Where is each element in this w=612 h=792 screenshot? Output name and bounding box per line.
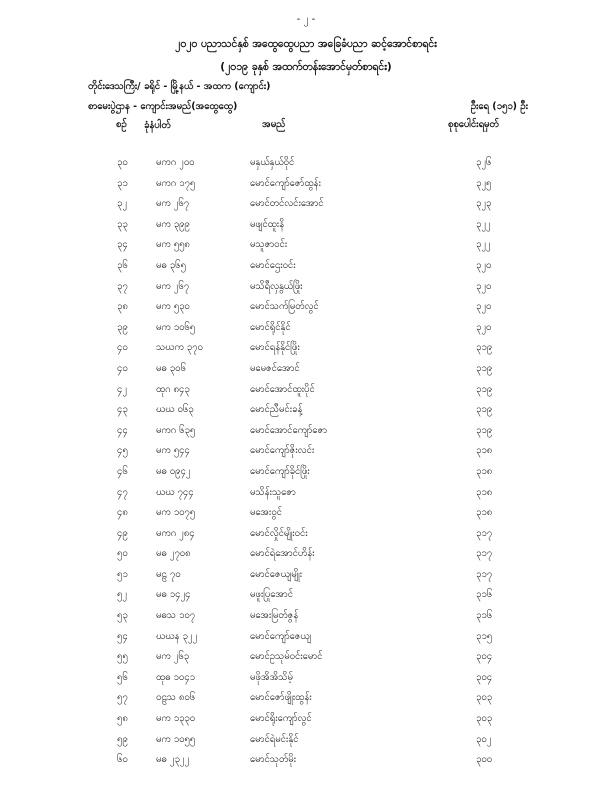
cell-name: မဖိုအိအိသိမ့် <box>250 671 293 683</box>
cell-total: ၃၁၉ <box>476 424 493 436</box>
cell-total: ၃၂၆ <box>476 157 492 168</box>
cell-total: ၃၁၉ <box>476 383 493 395</box>
cell-name: မောင်တင်လင်းအောင် <box>250 198 324 210</box>
cell-name: မောင်ရန်နိုင်ဖြိုး <box>250 342 300 354</box>
cell-no: ၅၈ <box>117 713 128 725</box>
cell-no: ၃၆ <box>117 259 128 271</box>
cell-roll-number: မကဂ ၂၈၄ <box>156 527 195 539</box>
cell-total: ၃၁၇ <box>476 548 493 560</box>
table-row <box>0 362 612 383</box>
cell-no: ၅၀ <box>117 548 128 560</box>
cell-no: ၃၀ <box>117 157 128 168</box>
cell-no: ၄၄ <box>117 424 128 436</box>
column-header-name: အမည် <box>262 119 286 130</box>
table-row <box>0 486 612 507</box>
cell-roll-number: မက ၂၆၃ <box>156 651 190 663</box>
cell-roll-number: ဃဃန ၃၂၂ <box>156 630 198 642</box>
cell-name: မမေဇင်အောင် <box>250 362 300 374</box>
table-row <box>0 218 612 239</box>
cell-total: ၃၁၆ <box>476 589 493 601</box>
cell-name: မသိရီလှနွယ်ဖြိုး <box>250 280 303 292</box>
document-title: ၂၀၂၀ ပညာသင်နှစ် အထွေထွေပညာ အခြေခံပညာ ဆင့်အောင်စာရင်း <box>175 38 437 50</box>
table-row <box>0 630 612 651</box>
cell-name: မောင်အောင်ကျော်ဇော <box>250 424 328 436</box>
cell-roll-number: သဃက ၃၇၀ <box>156 342 203 354</box>
cell-total: ၃၁၈ <box>476 486 493 498</box>
cell-roll-number: မက ၅၄၄ <box>156 445 190 457</box>
cell-no: ၃၃ <box>117 218 128 230</box>
cell-name: မောင်ကျော်ဇော်ထွန်း <box>250 177 321 189</box>
cell-no: ၅၉ <box>117 733 128 745</box>
table-row <box>0 280 612 301</box>
cell-total: ၃၀၂ <box>476 733 492 745</box>
column-header-total: စုစုပေါင်းရမှတ် <box>448 119 499 130</box>
cell-roll-number: မဓ ၀၉၄၂ <box>156 465 191 477</box>
table-row <box>0 424 612 445</box>
cell-total: ၃၀၄ <box>476 651 493 663</box>
cell-name: မောင်လှိုင်မျိုးဝင်း <box>250 527 308 539</box>
cell-no: ၃၁ <box>117 177 128 189</box>
cell-no: ၄၀ <box>117 362 128 374</box>
cell-total: ၃၂၀ <box>476 259 492 271</box>
table-row <box>0 547 612 568</box>
cell-name: မောင်သက်မြတ်လွင် <box>250 301 319 313</box>
cell-total: ၃၂၂ <box>476 239 491 251</box>
cell-no: ၄၈ <box>117 507 128 519</box>
cell-total: ၃၁၈ <box>476 507 493 519</box>
table-row <box>0 177 612 198</box>
table-row <box>0 403 612 424</box>
cell-total: ၃၁၅ <box>476 630 493 642</box>
cell-no: ၄၉ <box>117 527 128 539</box>
cell-name: မောင်ဌေးဝင်း <box>250 259 296 271</box>
cell-total: ၃၂၅ <box>476 177 492 189</box>
cell-no: ၄၂ <box>117 383 128 395</box>
cell-total: ၃၁၇ <box>476 568 493 580</box>
cell-name: မောင်ရဲအောင်ဟိန်း <box>250 548 315 560</box>
table-row <box>0 383 612 404</box>
cell-total: ၃၁၈ <box>476 465 493 477</box>
table-row <box>0 568 612 589</box>
table-row <box>0 300 612 321</box>
cell-no: ၅၂ <box>117 589 128 601</box>
cell-name: မသိန်းသူဇော <box>250 486 296 498</box>
table-row <box>0 712 612 733</box>
results-table-body <box>0 156 612 774</box>
school-line <box>88 100 528 114</box>
cell-roll-number: မက ၁၃၃၀ <box>156 713 196 725</box>
table-row <box>0 588 612 609</box>
table-row <box>0 259 612 280</box>
cell-roll-number: မဓ ၃၆၅ <box>156 259 186 271</box>
cell-no: ၅၆ <box>117 671 128 683</box>
table-row <box>0 321 612 342</box>
cell-roll-number: မဓ ၂၇၀၈ <box>156 548 191 560</box>
cell-no: ၄၃ <box>117 404 128 416</box>
cell-no: ၃၂ <box>117 198 128 210</box>
cell-roll-number: ဃဃ ၇၄၄ <box>156 486 194 498</box>
cell-name: မောင်သုတ်မိုး <box>250 754 297 766</box>
cell-no: ၅၇ <box>117 692 128 704</box>
cell-no: ၃၉ <box>117 321 128 333</box>
cell-total: ၃၀၃ <box>476 692 493 704</box>
cell-total: ၃၂၀ <box>476 301 492 313</box>
school-total-count: ဦးရေ (၁၅၁) ဦး <box>470 101 528 112</box>
cell-total: ၃၁၉ <box>476 404 493 416</box>
cell-name: မောင်ဇေယျမျိုး <box>250 568 302 580</box>
cell-roll-number: ထုဓ ၁၀၄၁ <box>156 671 195 683</box>
cell-total: ၃၂၀ <box>476 321 492 333</box>
cell-roll-number: မက ၅၃၀ <box>156 301 190 313</box>
cell-roll-number: မက ၁၀၇၅ <box>156 507 196 519</box>
cell-name: မောင်ဥသုမ်ဝင်းမောင် <box>250 651 323 663</box>
table-row <box>0 733 612 754</box>
table-row <box>0 671 612 692</box>
page-number: - ၂ - <box>296 14 316 25</box>
cell-roll-number: မဓ ၂၃၂၂ <box>156 754 190 766</box>
cell-total: ၃၁၉ <box>476 342 493 354</box>
cell-name: မအေးဝွင် <box>250 507 282 519</box>
cell-no: ၄၀ <box>117 342 128 354</box>
cell-name: မောင်ညီမင်းခန့် <box>250 404 303 416</box>
cell-total: ၃၀၀ <box>476 754 493 766</box>
cell-no: ၅၃ <box>117 610 128 622</box>
cell-roll-number: ဃဃ ၀၆၃ <box>156 404 194 416</box>
cell-name: မောင်ကျော်ဇိုးလင်း <box>250 445 315 457</box>
table-row <box>0 444 612 465</box>
cell-name: မောင်ရိုးကျော်လွင် <box>250 713 312 725</box>
cell-name: မဖျင်ထူးနိ <box>250 218 285 230</box>
cell-roll-number: မက ၅၅၈ <box>156 239 190 251</box>
cell-total: ၃၂၀ <box>476 280 492 292</box>
cell-roll-number: မဓသ ၁၀၇ <box>156 610 196 622</box>
cell-roll-number: မက ၁၀၆၅ <box>156 321 196 333</box>
cell-name: မောင်ရဲမင်းနိုင် <box>250 733 299 745</box>
table-row <box>0 527 612 548</box>
cell-name: မဖူးပြုအောင် <box>250 589 293 601</box>
cell-no: ၅၅ <box>117 651 128 663</box>
table-row <box>0 691 612 712</box>
table-row <box>0 753 612 774</box>
table-row <box>0 238 612 259</box>
cell-roll-number: မကဂ ၂၀၀ <box>156 157 195 168</box>
cell-roll-number: မဓ ၃၀၆ <box>156 362 186 374</box>
cell-no: ၅၁ <box>117 568 128 580</box>
cell-roll-number: မဠ ၇၀ <box>156 568 181 580</box>
cell-roll-number: မဓ ၁၄၂၄ <box>156 589 191 601</box>
document-subtitle: (၂၀၁၉ ခုနှစ် အထက်တန်းအောင်မှတ်စာရင်း) <box>220 61 392 73</box>
cell-roll-number: မက ၁၀၅၅ <box>156 733 196 745</box>
cell-name: မသူဇာဝင်း <box>250 239 288 251</box>
column-header-roll: ခုံနံပါတ် <box>144 120 171 131</box>
cell-total: ၃၁၈ <box>476 445 493 457</box>
cell-total: ၃၂၃ <box>476 198 492 210</box>
cell-total: ၃၂၂ <box>476 218 491 230</box>
cell-roll-number: ထုဂ ၈၄၃ <box>156 383 190 395</box>
cell-no: ၆၀ <box>117 754 128 766</box>
cell-total: ၃၁၉ <box>476 362 493 374</box>
cell-no: ၄၆ <box>117 465 128 477</box>
cell-name: မောင်ကျော်ခိုင်ဖြိုး <box>250 465 310 477</box>
table-row <box>0 609 612 630</box>
location-line: တိုင်းဒေသကြီး/ ခရိုင် - မြို့နယ် - အထက (ကျောင်း) <box>88 81 271 92</box>
cell-total: ၃၀၃ <box>476 713 493 725</box>
cell-total: ၃၀၄ <box>476 671 493 683</box>
cell-no: ၅၄ <box>117 630 128 642</box>
cell-roll-number: မကဂ ၁၇၅ <box>156 177 196 189</box>
table-row <box>0 465 612 486</box>
school-name: စာမေးပွဲဌာန - ကျောင်းအမည်(အထွေထွေ) <box>88 101 238 112</box>
cell-name: မအေးမြတ်ဇွန် <box>250 610 299 622</box>
table-row <box>0 650 612 671</box>
cell-no: ၄၅ <box>117 445 128 457</box>
cell-total: ၃၁၇ <box>476 527 493 539</box>
cell-name: မောင်ကျော်ဇေယျ <box>250 630 312 642</box>
cell-name: မောင်ရိုင်နိုင် <box>250 321 291 333</box>
cell-name: မောင်ဇော်ဖျိုးထွန်း <box>250 692 312 704</box>
cell-no: ၃၄ <box>117 239 128 251</box>
table-row <box>0 156 612 177</box>
cell-roll-number: မက ၂၆၇ <box>156 280 190 292</box>
cell-name: မောင်အောင်ထူးပိုင် <box>250 383 315 395</box>
cell-roll-number: မက ၂၆၇ <box>156 198 190 210</box>
cell-total: ၃၁၆ <box>476 610 493 622</box>
table-header <box>0 118 612 152</box>
table-row <box>0 506 612 527</box>
cell-no: ၃၈ <box>117 301 128 313</box>
cell-name: မနှယ်နှယ်ဝိုင် <box>250 157 295 168</box>
table-row <box>0 197 612 218</box>
cell-roll-number: မက ၃၉၉ <box>156 218 190 230</box>
cell-roll-number: မကဂ ၆၃၅ <box>156 424 196 436</box>
cell-roll-number: ဝဠသ ၈၀၆ <box>156 692 196 704</box>
cell-no: ၃၇ <box>117 280 128 292</box>
cell-no: ၄၇ <box>117 486 128 498</box>
column-header-no: စဉ် <box>116 119 127 130</box>
table-row <box>0 341 612 362</box>
